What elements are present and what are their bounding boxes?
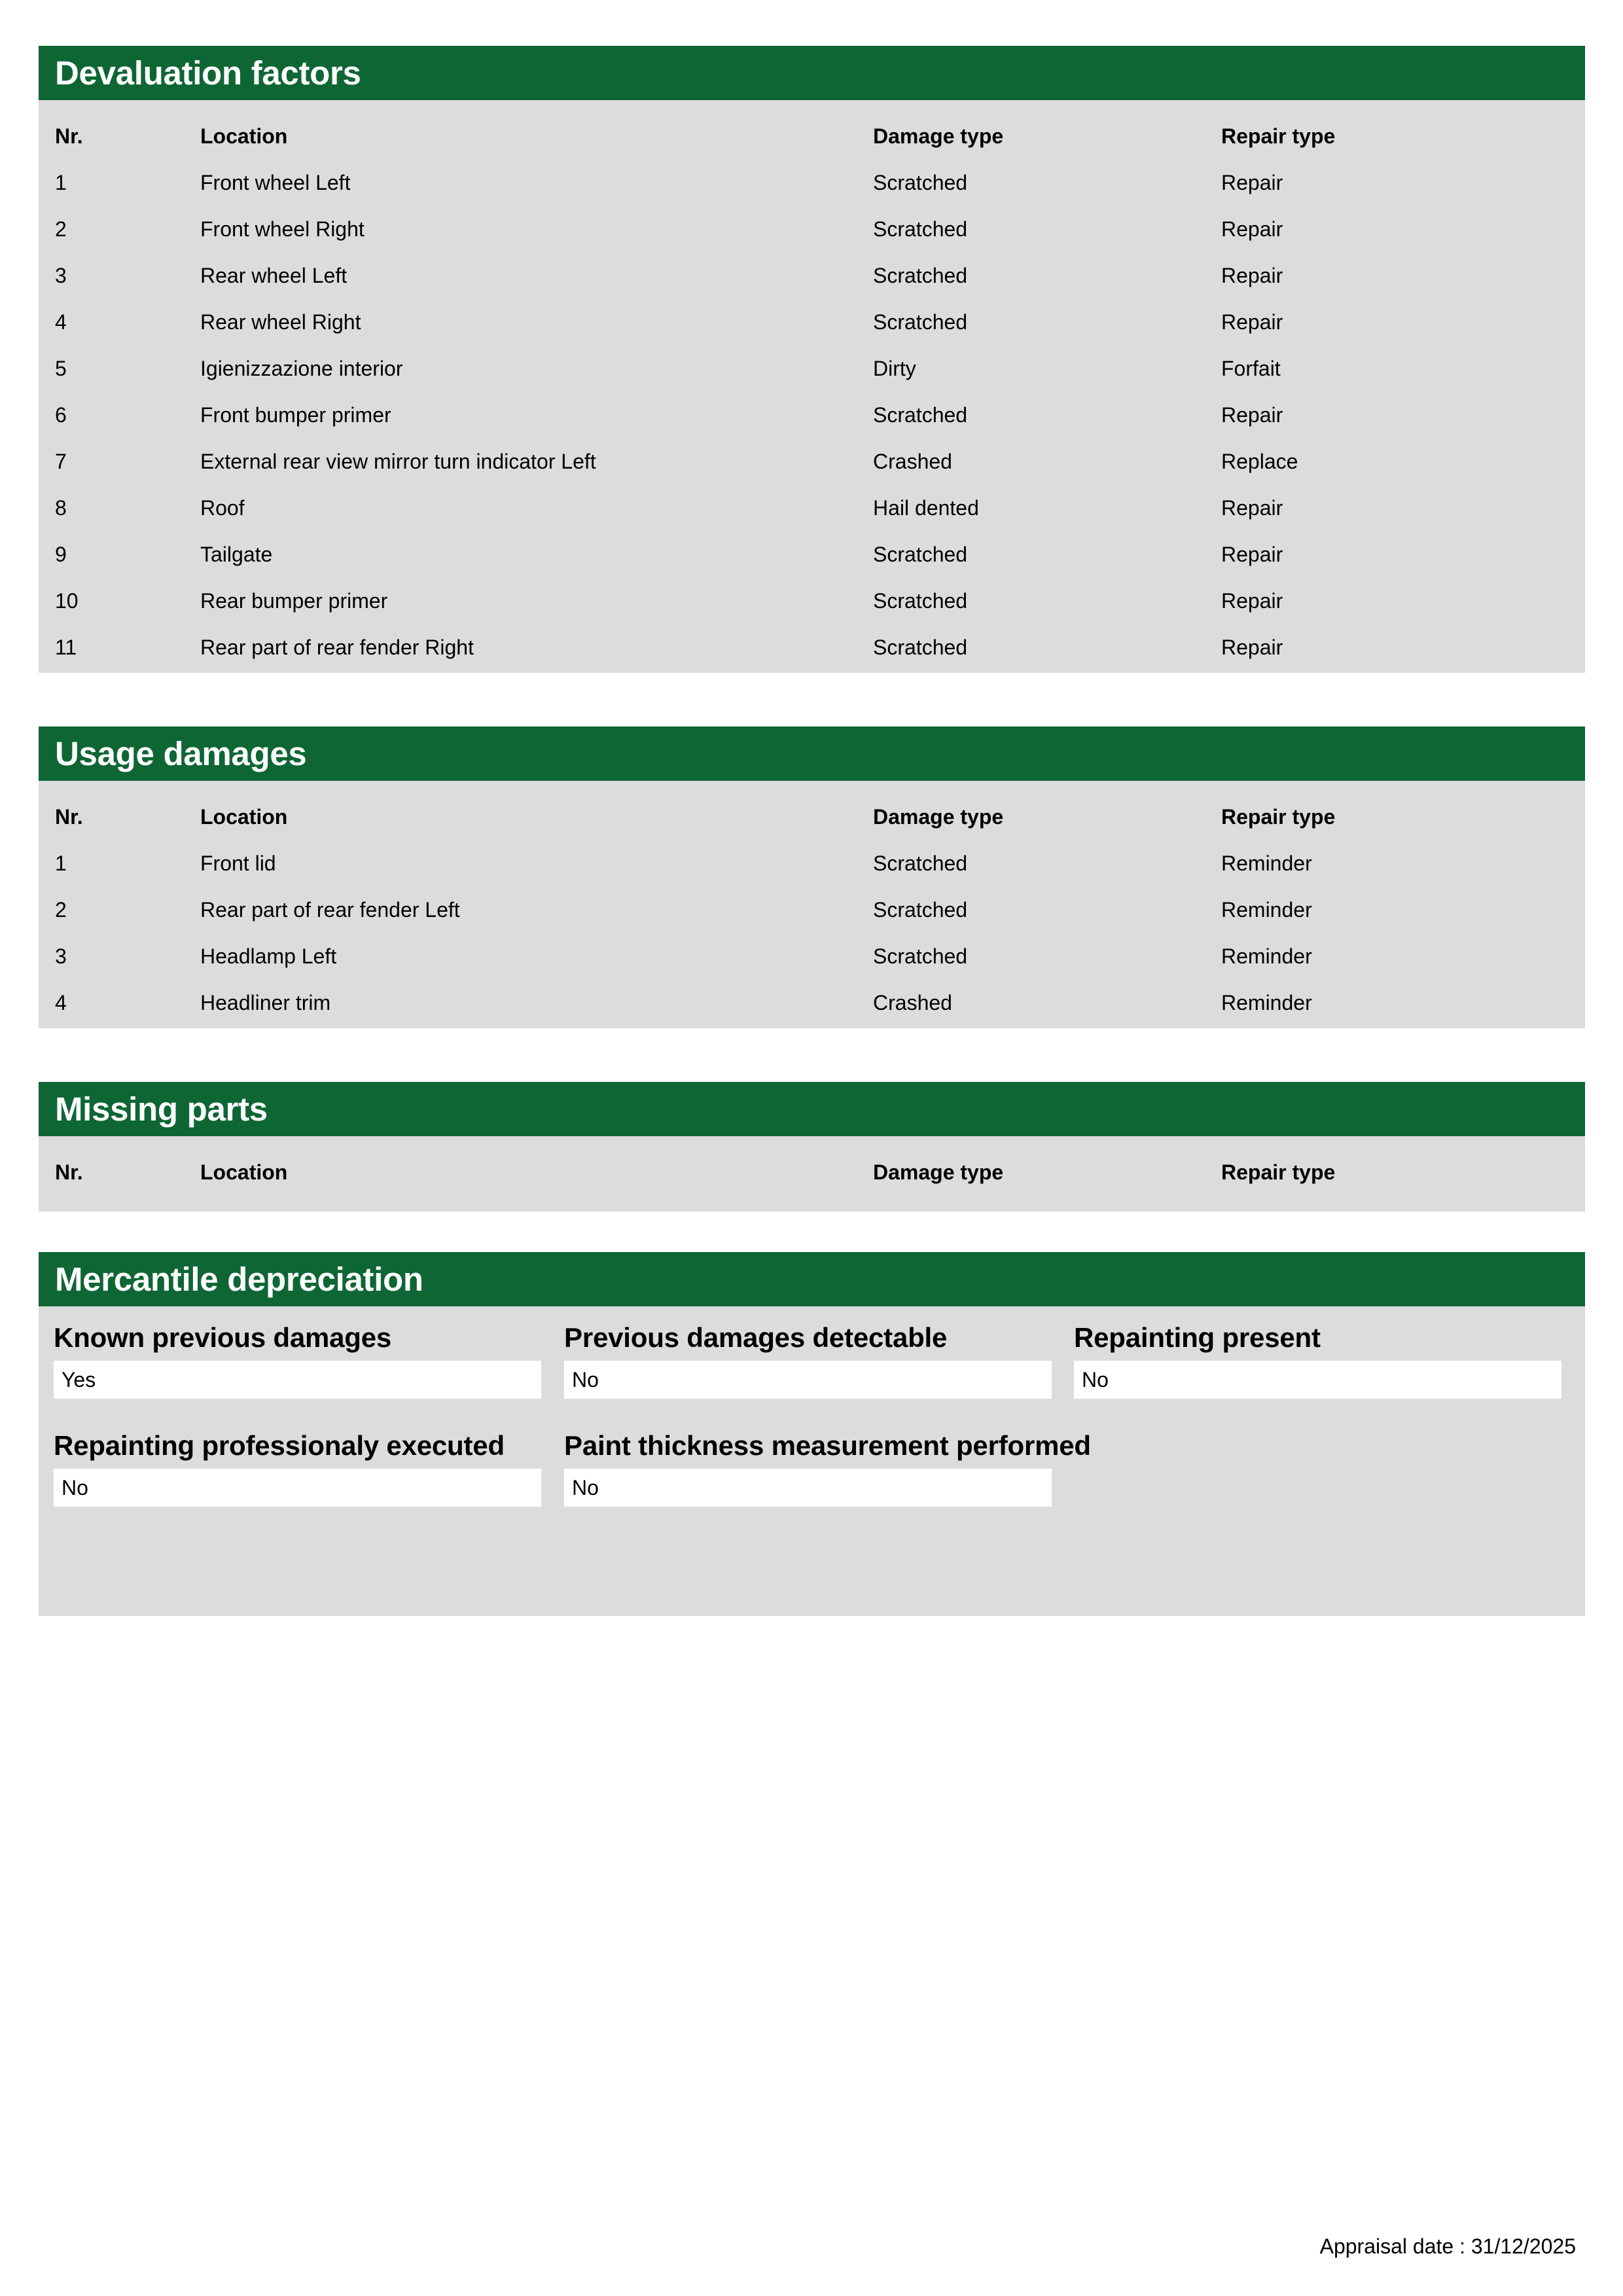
cell-nr: 3 (55, 944, 67, 968)
mercantile-depreciation-section (39, 1252, 1585, 1616)
column-header-damage-type: Damage type (873, 1160, 1004, 1184)
cell-damage-type: Scratched (873, 852, 968, 875)
paint-thickness-measurement-performed-value: No (564, 1469, 1052, 1507)
cell-damage-type: Dirty (873, 357, 916, 380)
column-header-repair-type: Repair type (1221, 124, 1336, 148)
column-header-repair-type: Repair type (1221, 1160, 1336, 1184)
column-header-damage-type: Damage type (873, 124, 1004, 148)
cell-repair-type: Repair (1221, 264, 1283, 287)
cell-repair-type: Reminder (1221, 944, 1312, 968)
cell-nr: 10 (55, 589, 79, 613)
cell-repair-type: Repair (1221, 217, 1283, 241)
cell-nr: 2 (55, 898, 67, 922)
cell-repair-type: Reminder (1221, 991, 1312, 1014)
cell-location: Rear part of rear fender Right (200, 636, 474, 659)
cell-nr: 9 (55, 543, 67, 566)
cell-location: External rear view mirror turn indicator Left (200, 450, 596, 473)
section-title: Mercantile depreciation (39, 1252, 1585, 1306)
cell-nr: 5 (55, 357, 67, 380)
field-paint-thickness-measurement-performed (564, 1427, 1091, 1507)
cell-repair-type: Reminder (1221, 852, 1312, 875)
section-title: Devaluation factors (39, 46, 1585, 100)
table-header-row (39, 1149, 1585, 1196)
cell-damage-type: Scratched (873, 944, 968, 968)
table-row (39, 439, 1585, 485)
field-label: Repainting present (1074, 1322, 1321, 1353)
cell-damage-type: Crashed (873, 450, 952, 473)
cell-nr: 7 (55, 450, 67, 473)
cell-location: Rear wheel Right (200, 310, 361, 334)
field-known-previous-damages (54, 1319, 541, 1399)
table-row (39, 624, 1585, 671)
cell-repair-type: Repair (1221, 171, 1283, 194)
cell-repair-type: Repair (1221, 543, 1283, 566)
table-row (39, 485, 1585, 531)
field-repainting-present (1074, 1319, 1561, 1399)
cell-location: Front wheel Right (200, 217, 365, 241)
cell-nr: 8 (55, 496, 67, 520)
mercantile-fields (39, 1306, 1585, 1616)
cell-location: Front bumper primer (200, 403, 391, 427)
cell-nr: 11 (55, 636, 77, 659)
column-header-location: Location (200, 124, 288, 148)
table-row (39, 160, 1585, 206)
field-label: Paint thickness measurement performed (564, 1430, 1091, 1461)
cell-damage-type: Scratched (873, 171, 968, 194)
cell-damage-type: Scratched (873, 310, 968, 334)
column-header-location: Location (200, 1160, 288, 1184)
cell-nr: 6 (55, 403, 67, 427)
cell-repair-type: Repair (1221, 636, 1283, 659)
cell-location: Igienizzazione interior (200, 357, 403, 380)
table-row (39, 206, 1585, 253)
cell-repair-type: Repair (1221, 496, 1283, 520)
cell-location: Rear bumper primer (200, 589, 388, 613)
column-header-damage-type: Damage type (873, 805, 1004, 829)
cell-location: Headlamp Left (200, 944, 337, 968)
cell-damage-type: Crashed (873, 991, 952, 1014)
repainting-professionaly-executed-value: No (54, 1469, 541, 1507)
column-header-location: Location (200, 805, 288, 829)
missing-parts-section (39, 1082, 1585, 1211)
usage-damages-section (39, 726, 1585, 1028)
table-row (39, 933, 1585, 980)
field-label: Previous damages detectable (564, 1322, 948, 1353)
cell-repair-type: Replace (1221, 450, 1298, 473)
table-header-row (39, 113, 1585, 160)
cell-nr: 1 (55, 852, 67, 875)
table-row (39, 840, 1585, 887)
table-row (39, 392, 1585, 439)
previous-damages-detectable-value: No (564, 1361, 1052, 1399)
cell-damage-type: Scratched (873, 636, 968, 659)
cell-location: Front lid (200, 852, 276, 875)
field-previous-damages-detectable (564, 1319, 1052, 1399)
table-row (39, 531, 1585, 578)
column-header-nr: Nr. (55, 124, 83, 148)
cell-location: Rear part of rear fender Left (200, 898, 460, 922)
field-label: Known previous damages (54, 1322, 392, 1353)
usage-table (39, 781, 1585, 1028)
column-header-nr: Nr. (55, 1160, 83, 1184)
devaluation-factors-section (39, 46, 1585, 673)
cell-nr: 4 (55, 310, 67, 334)
cell-damage-type: Scratched (873, 217, 968, 241)
field-label: Repainting professionaly executed (54, 1430, 505, 1461)
table-row (39, 299, 1585, 346)
cell-damage-type: Scratched (873, 543, 968, 566)
cell-repair-type: Repair (1221, 403, 1283, 427)
table-row (39, 887, 1585, 933)
cell-nr: 4 (55, 991, 67, 1014)
cell-location: Tailgate (200, 543, 273, 566)
cell-location: Front wheel Left (200, 171, 351, 194)
column-header-repair-type: Repair type (1221, 805, 1336, 829)
table-row (39, 346, 1585, 392)
cell-repair-type: Repair (1221, 310, 1283, 334)
table-header-row (39, 794, 1585, 840)
missing-parts-table (39, 1136, 1585, 1211)
cell-damage-type: Hail dented (873, 496, 979, 520)
table-row (39, 253, 1585, 299)
cell-nr: 2 (55, 217, 67, 241)
cell-damage-type: Scratched (873, 898, 968, 922)
column-header-nr: Nr. (55, 805, 83, 829)
section-title: Missing parts (39, 1082, 1585, 1136)
cell-repair-type: Repair (1221, 589, 1283, 613)
cell-nr: 1 (55, 171, 67, 194)
cell-location: Rear wheel Left (200, 264, 348, 287)
cell-location: Headliner trim (200, 991, 331, 1014)
cell-damage-type: Scratched (873, 264, 968, 287)
cell-repair-type: Forfait (1221, 357, 1281, 380)
field-repainting-professionaly-executed (54, 1427, 541, 1507)
devaluation-table (39, 100, 1585, 673)
cell-damage-type: Scratched (873, 403, 968, 427)
repainting-present-value: No (1074, 1361, 1561, 1399)
appraisal-date: Appraisal date : 31/12/2025 (1319, 2234, 1576, 2258)
table-row (39, 578, 1585, 624)
known-previous-damages-value: Yes (54, 1361, 541, 1399)
table-row (39, 980, 1585, 1026)
cell-damage-type: Scratched (873, 589, 968, 613)
cell-repair-type: Reminder (1221, 898, 1312, 922)
cell-location: Roof (200, 496, 245, 520)
cell-nr: 3 (55, 264, 67, 287)
section-title: Usage damages (39, 726, 1585, 781)
